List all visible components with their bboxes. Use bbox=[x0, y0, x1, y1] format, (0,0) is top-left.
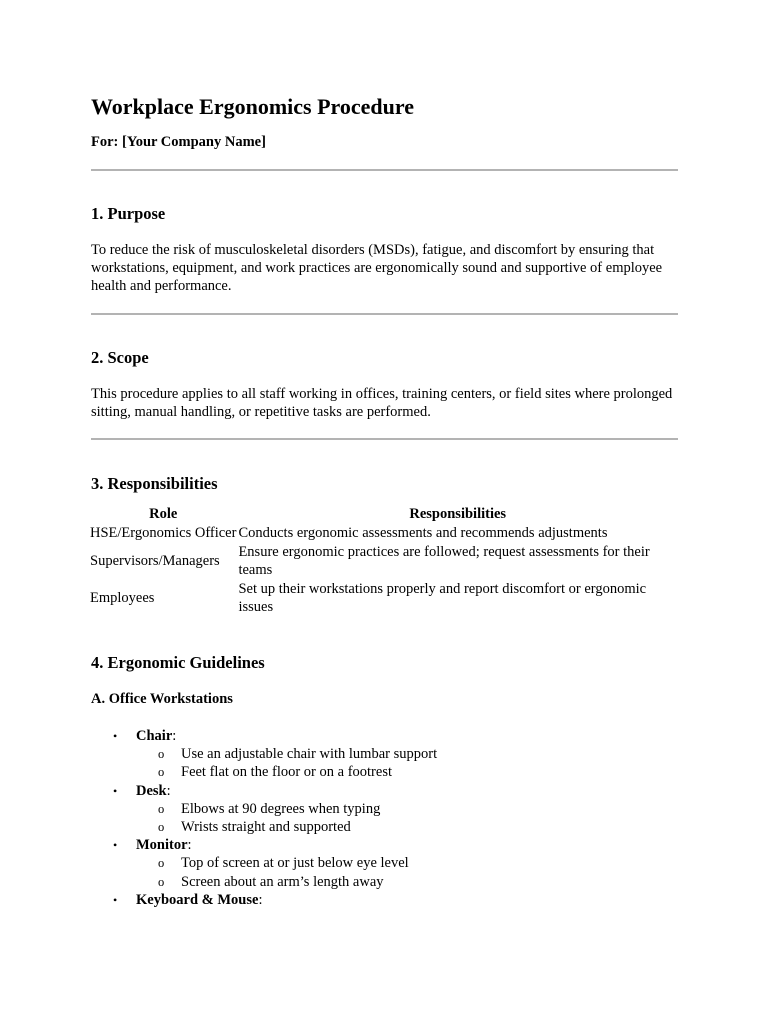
bullet-icon: • bbox=[113, 729, 118, 743]
sub-list-item bbox=[136, 800, 678, 818]
circle-bullet-icon: o bbox=[158, 801, 165, 816]
table-cell-role: Employees bbox=[90, 589, 155, 606]
list-item-label: Chair bbox=[136, 728, 173, 744]
divider bbox=[91, 313, 678, 315]
sub-list-item bbox=[136, 854, 678, 872]
table-header-role: Role bbox=[149, 505, 178, 522]
sub-list-item bbox=[136, 745, 678, 763]
sub-list-item bbox=[136, 818, 678, 836]
responsibilities-heading: 3. Responsibilities bbox=[91, 474, 218, 493]
list-item bbox=[91, 836, 678, 891]
office-workstations-subheading: A. Office Workstations bbox=[91, 691, 233, 707]
sub-list bbox=[136, 854, 678, 890]
circle-bullet-icon: o bbox=[158, 765, 165, 780]
sub-list bbox=[136, 745, 678, 781]
sub-list-item bbox=[136, 873, 678, 891]
sub-list-item-text: Wrists straight and supported bbox=[181, 819, 351, 836]
company-line: For: [Your Company Name] bbox=[91, 134, 266, 150]
list-item bbox=[91, 891, 678, 909]
sub-list-item-text: Feet flat on the floor or on a footrest bbox=[181, 764, 392, 781]
table-cell-duty: Set up their workstations properly and report discomfort or ergonomic issues bbox=[238, 580, 647, 615]
scope-body: This procedure applies to all staff working in offices, training centers, or field sites where prolonged sitting, manual handling, or repetitive tasks are performed. bbox=[91, 386, 673, 420]
table-cell-role: Supervisors/Managers bbox=[90, 552, 220, 569]
guidelines-list bbox=[91, 727, 678, 909]
list-item bbox=[91, 727, 678, 782]
table-cell-duty: Ensure ergonomic practices are followed; request assessments for their teams bbox=[238, 543, 650, 578]
circle-bullet-icon: o bbox=[158, 856, 165, 871]
sub-list-item-text: Elbows at 90 degrees when typing bbox=[181, 800, 381, 817]
table-header-responsibilities: Responsibilities bbox=[409, 505, 507, 522]
sub-list-item-text: Top of screen at or just below eye level bbox=[181, 855, 409, 872]
table-cell-role: HSE/Ergonomics Officer bbox=[90, 524, 237, 541]
list-item-colon: : bbox=[258, 891, 263, 908]
list-item bbox=[91, 782, 678, 837]
list-item-label: Desk bbox=[136, 782, 167, 799]
sub-list-item-text: Screen about an arm’s length away bbox=[181, 873, 384, 890]
circle-bullet-icon: o bbox=[158, 747, 165, 762]
table-row bbox=[89, 542, 678, 579]
sub-list-item-text: Use an adjustable chair with lumbar support bbox=[181, 746, 438, 763]
table-row bbox=[89, 523, 678, 542]
list-item-label: Keyboard & Mouse bbox=[136, 891, 259, 908]
bullet-icon: • bbox=[113, 892, 118, 907]
list-item-colon: : bbox=[187, 837, 192, 854]
list-item-colon: : bbox=[172, 728, 177, 744]
circle-bullet-icon: o bbox=[158, 874, 165, 889]
sub-list bbox=[136, 800, 678, 836]
scope-heading: 2. Scope bbox=[91, 348, 149, 367]
list-item-label: Monitor bbox=[136, 837, 188, 854]
table-cell-duty: Conducts ergonomic assessments and recommends adjustments bbox=[238, 524, 608, 541]
bullet-icon: • bbox=[113, 783, 118, 798]
list-item-colon: : bbox=[166, 782, 171, 799]
circle-bullet-icon: o bbox=[158, 820, 165, 835]
table-row bbox=[89, 579, 678, 616]
bullet-icon: • bbox=[113, 838, 118, 853]
purpose-body: To reduce the risk of musculoskeletal disorders (MSDs), fatigue, and discomfort by ensuring that workstations, equipment, and work practices are ergonomically sound and supportive of employee health and performance. bbox=[91, 242, 663, 294]
purpose-heading: 1. Purpose bbox=[91, 204, 166, 223]
divider bbox=[91, 438, 678, 440]
sub-list-item bbox=[136, 763, 678, 781]
document-title: Workplace Ergonomics Procedure bbox=[91, 94, 415, 119]
responsibilities-table bbox=[89, 504, 678, 616]
guidelines-heading: 4. Ergonomic Guidelines bbox=[91, 653, 265, 672]
divider bbox=[91, 169, 678, 171]
